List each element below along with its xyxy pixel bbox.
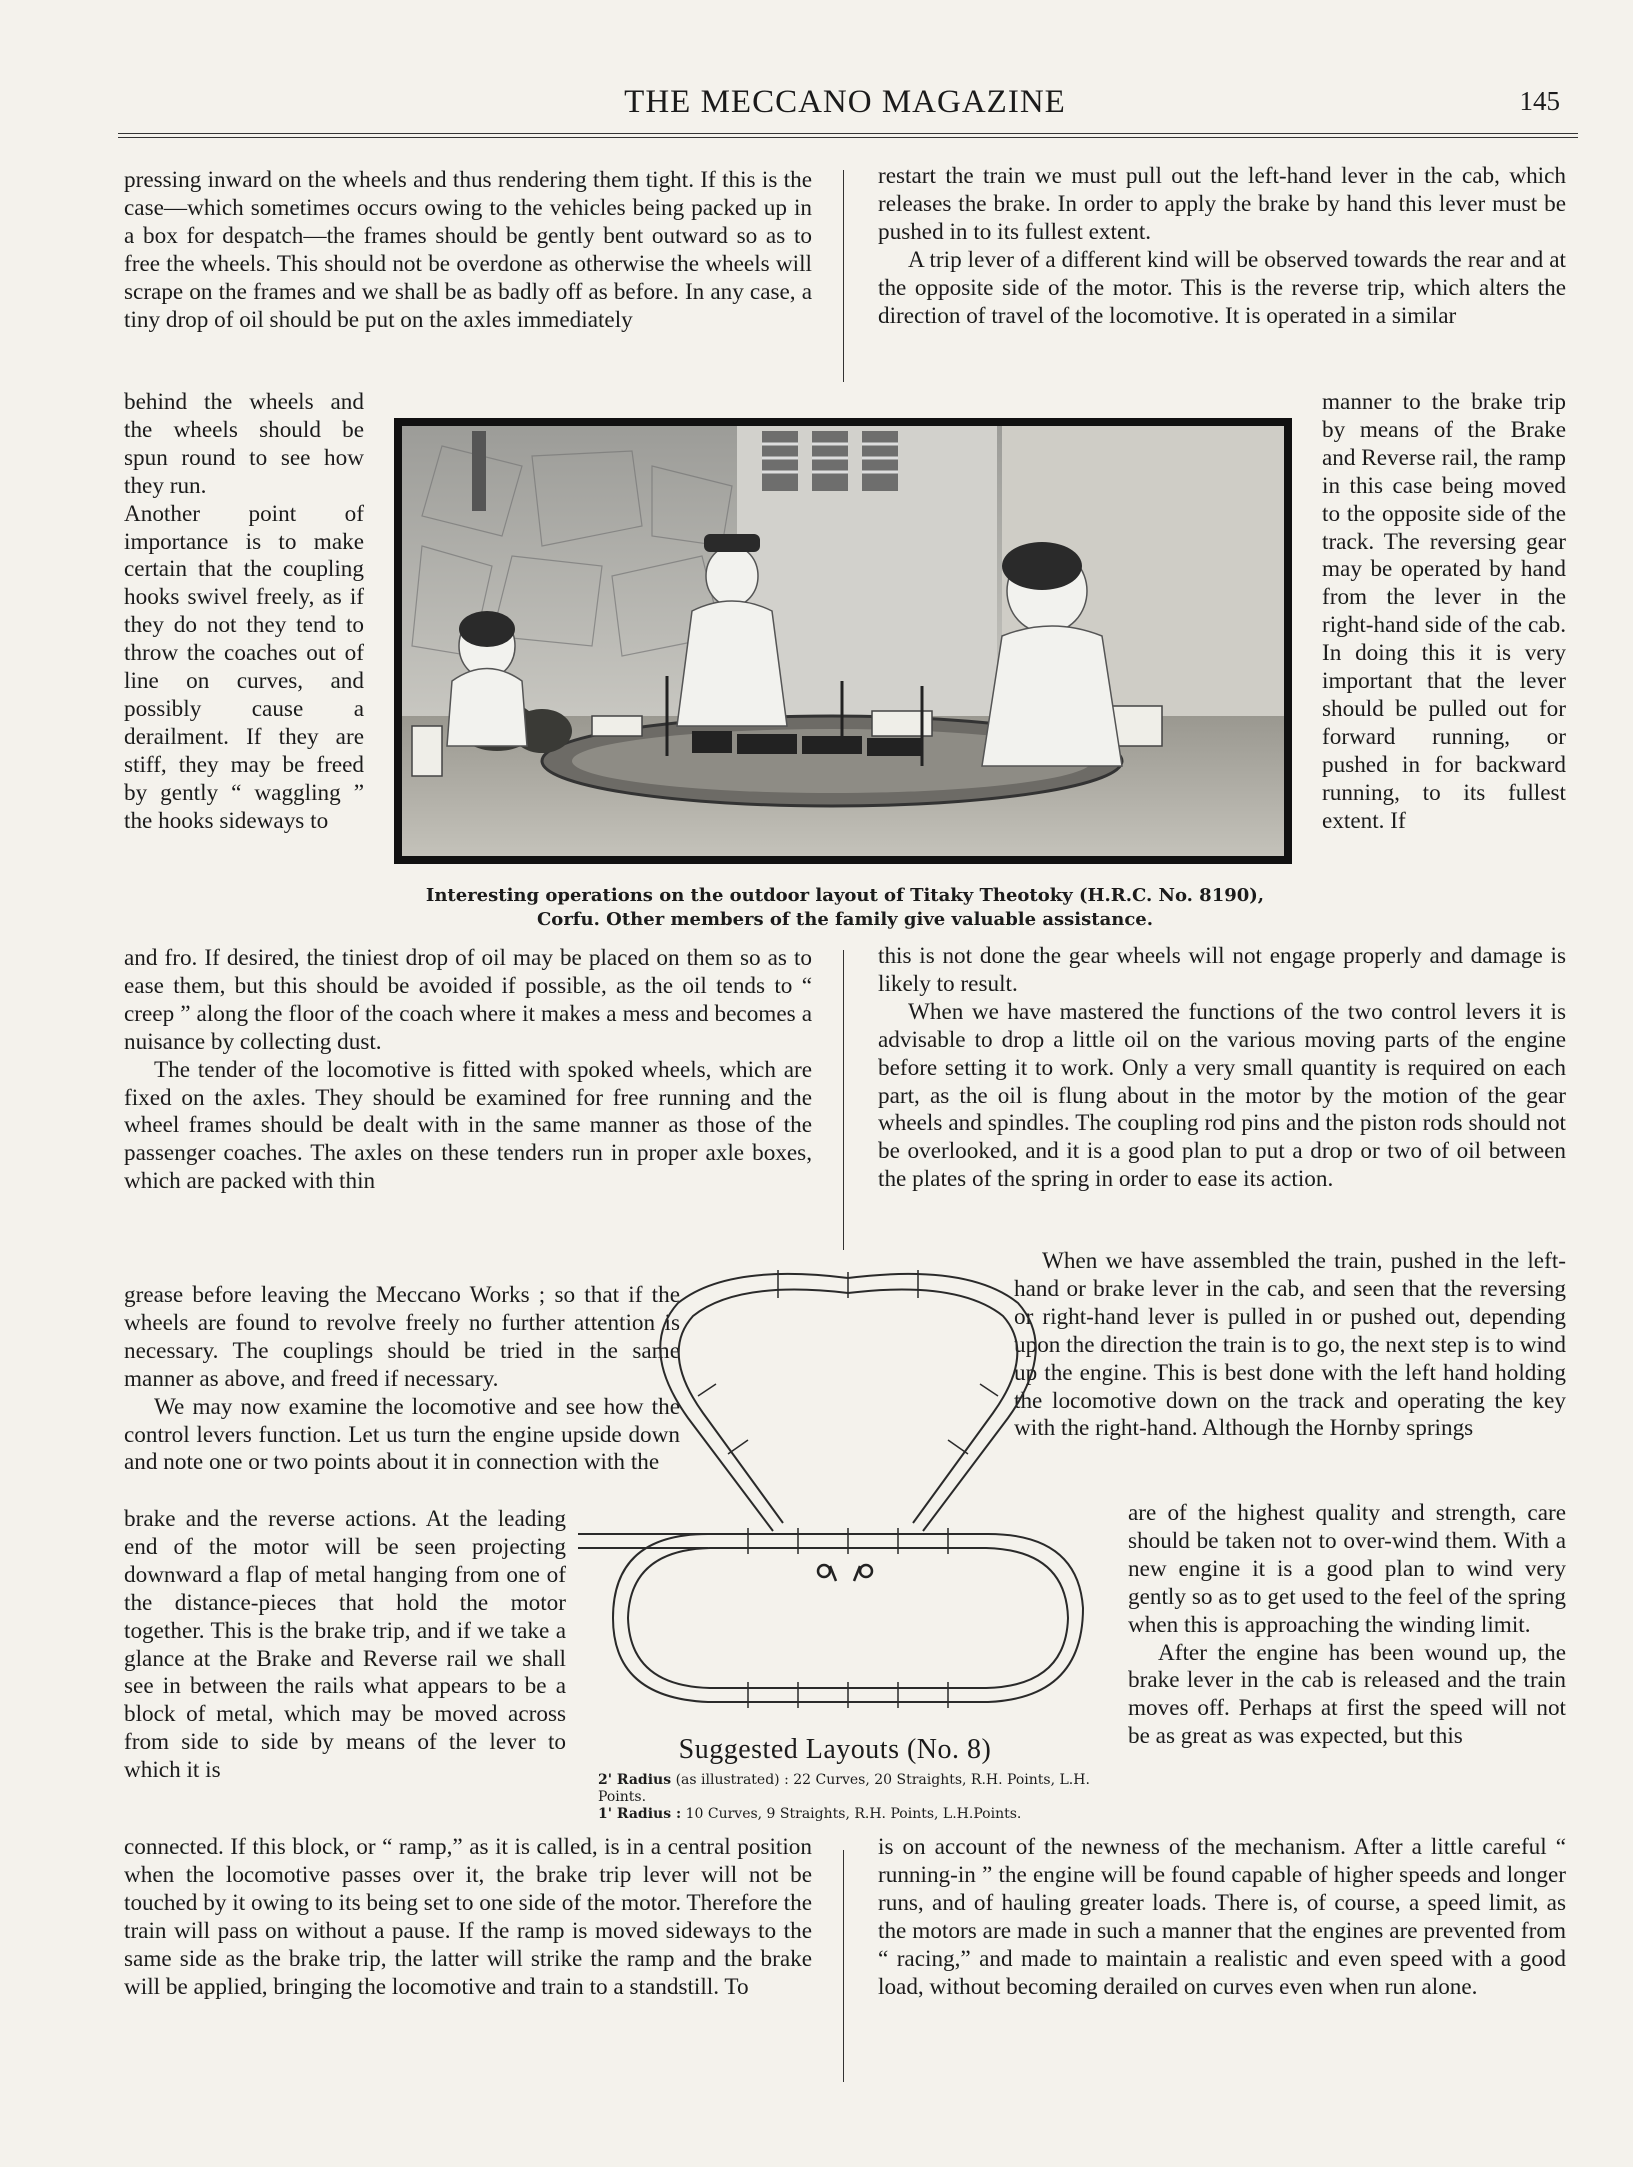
right-column-bottom bbox=[878, 1834, 1566, 2001]
paragraph: and fro. If desired, the tiniest drop of oil may be placed on them so as to ease them, but this should be avoided if possible, as the oil tends to “ creep ” along the floor of the coach where it makes a mess and becomes a nuisance by collecting dust. bbox=[124, 945, 812, 1055]
column-divider-mid bbox=[843, 950, 844, 1250]
track-layout-svg bbox=[578, 1268, 1118, 1758]
column-divider-bottom bbox=[843, 1850, 844, 2082]
magazine-title: THE MECCANO MAGAZINE bbox=[624, 84, 1066, 120]
track-layout-diagram bbox=[578, 1268, 1118, 1758]
left-wrap-text bbox=[124, 389, 364, 836]
spec-1-text: 22 Curves, 20 Straights, R.H. Points, L.H. Points. bbox=[598, 1772, 1090, 1805]
left-column-middle bbox=[124, 945, 812, 1196]
column-divider-top bbox=[843, 170, 844, 382]
caption-line-2: Corfu. Other members of the family give valuable assistance. bbox=[536, 909, 1154, 930]
paragraph: manner to the brake trip by means of the Brake and Reverse rail, the ramp in this case being moved to the opposite side of the track. The reversing gear may be operated by hand from the lever in the right-hand side of the cab. In doing this it is very important that the lever should be pulled out for forward running, or pushed in for backward running, to its fullest extent. If bbox=[1322, 389, 1567, 834]
spec-1-note: (as illustrated) : bbox=[675, 1772, 789, 1788]
paragraph: brake and the reverse actions. At the leading end of the motor will be seen projecting downward a flap of metal hanging from one of the distance-pieces that hold the motor together. This is the brake trip, and if we take a glance at the Brake and Reverse rail we shall see in between the rails what appears to be a block of metal, which may be moved across from side to side by means of the lever to which it is bbox=[124, 1506, 566, 1784]
right-column-middle bbox=[878, 943, 1566, 1194]
paragraph: A trip lever of a different kind will be observed towards the rear and at the opposite side of the motor. This is the reverse trip, which alters the direction of travel of the locomotive. It is operated in a similar bbox=[878, 246, 1566, 329]
right-column-narrow-2 bbox=[1128, 1500, 1566, 1751]
paragraph: this is not done the gear wheels will not engage properly and damage is likely to result. bbox=[878, 943, 1566, 997]
caption-line-1: Interesting operations on the outdoor layout of Titaky Theotoky (H.R.C. No. 8190), bbox=[425, 885, 1265, 906]
spec-1-label: 2' Radius bbox=[598, 1772, 672, 1788]
photograph bbox=[394, 418, 1292, 864]
paragraph: Another point of importance is to make certain that the coupling hooks swivel freely, as if they do not they tend to throw the coaches out of line on curves, and possibly cause a derailment. If they are stiff, they may be freed by gently “ waggling ” the hooks sideways to bbox=[124, 500, 364, 834]
paragraph: is on account of the newness of the mechanism. After a little careful “ running-in ” the engine will be found capable of higher speeds and longer runs, and of hauling greater loads. There is, of course, a speed limit, as the motors are made in such a manner that the engines are prevented from “ racing,” and made to maintain a realistic and even speed with a good load, without becoming derailed on curves even when run alone. bbox=[878, 1834, 1566, 2000]
paragraph: pressing inward on the wheels and thus rendering them tight. If this is the case—which sometimes occurs owing to the vehicles being packed up in a box for despatch—the frames should be gently bent outward so as to free the wheels. This should not be overdone as otherwise the wheels will scrape on the frames and we shall be as badly off as before. In any case, a tiny drop of oil should be put on the axles immediately bbox=[124, 167, 812, 333]
spec-2-text: 10 Curves, 9 Straights, R.H. Points, L.H.Points. bbox=[685, 1806, 1022, 1822]
photo-caption bbox=[390, 884, 1300, 932]
right-wrap-text bbox=[1322, 389, 1566, 836]
spec-line-1 bbox=[598, 1772, 1098, 1806]
paragraph: behind the wheels and the wheels should be spun round to see how they run. bbox=[124, 389, 364, 499]
paragraph: When we have mastered the functions of the two control levers it is advisable to drop a little oil on the various moving parts of the engine before setting it to work. Only a very small quantity is required on each part, as the oil is flung about in the motor by the motion of the gear wheels and spindles. The coupling rod pins and the piston rods should not be overlooked, and it is a good plan to put a drop or two of oil between the plates of the spring in order to ease its action. bbox=[878, 998, 1566, 1193]
paragraph: connected. If this block, or “ ramp,” as it is called, is in a central position when the locomotive passes over it, the brake trip lever will not be touched by it owing to its being set to one side of the motor. Therefore the train will pass on without a pause. If the ramp is moved sideways to the same side as the brake trip, the latter will strike the ramp and the brake will be applied, bringing the locomotive and train to a standstill. To bbox=[124, 1834, 812, 2000]
left-column-bottom bbox=[124, 1834, 812, 2001]
header-rule-2 bbox=[118, 137, 1578, 138]
spec-line-2 bbox=[598, 1806, 1098, 1823]
layout-specifications bbox=[598, 1772, 1098, 1823]
paragraph: restart the train we must pull out the left-hand lever in the cab, which releases the brake. In order to apply the brake by hand this lever must be pushed in to its fullest extent. bbox=[878, 163, 1566, 245]
paragraph: We may now examine the locomotive and see how the control levers function. Let us turn the engine upside down and note one or two points about it in connection with the bbox=[124, 1393, 680, 1476]
paragraph: grease before leaving the Meccano Works ; so that if the wheels are found to revolve freely no further attention is necessary. The couplings should be tried in the same manner as above, and freed if necessary. bbox=[124, 1282, 680, 1392]
right-column-top bbox=[878, 163, 1566, 330]
layout-title: Suggested Layouts (No. 8) bbox=[678, 1734, 992, 1765]
page-number: 145 bbox=[1519, 86, 1560, 116]
paragraph: are of the highest quality and strength, care should be taken not to over-wind them. With a new engine it is a good plan to wind very gently so as to get used to the feel of the spring when this is approaching the winding limit. bbox=[1128, 1500, 1566, 1638]
points-symbol bbox=[818, 1565, 872, 1581]
paragraph: After the engine has been wound up, the brake lever in the cab is released and the train moves off. Perhaps at first the speed will not be as great as was expected, but this bbox=[1128, 1639, 1566, 1750]
header-rule bbox=[118, 133, 1578, 134]
paragraph: When we have assembled the train, pushed in the left-hand or brake lever in the cab, and seen that the reversing or right-hand lever is pulled in or pushed out, depending upon the direction the train is to go, the next step is to wind up the engine. This is best done with the left hand holding the locomotive down on the track and operating the key with the right-hand. Although the Hornby springs bbox=[1014, 1248, 1566, 1442]
left-column-narrow-2 bbox=[124, 1506, 566, 1785]
paragraph: The tender of the locomotive is fitted with spoked wheels, which are fixed on the axles. They should be examined for free running and the wheel frames should be dealt with in the same manner as those of the passenger coaches. The axles on these tenders run in proper axle boxes, which are packed with thin bbox=[124, 1056, 812, 1195]
page-header bbox=[120, 84, 1570, 124]
spec-2-label: 1' Radius : bbox=[598, 1806, 682, 1822]
left-column-top bbox=[124, 167, 812, 334]
photo-image bbox=[402, 426, 1284, 856]
